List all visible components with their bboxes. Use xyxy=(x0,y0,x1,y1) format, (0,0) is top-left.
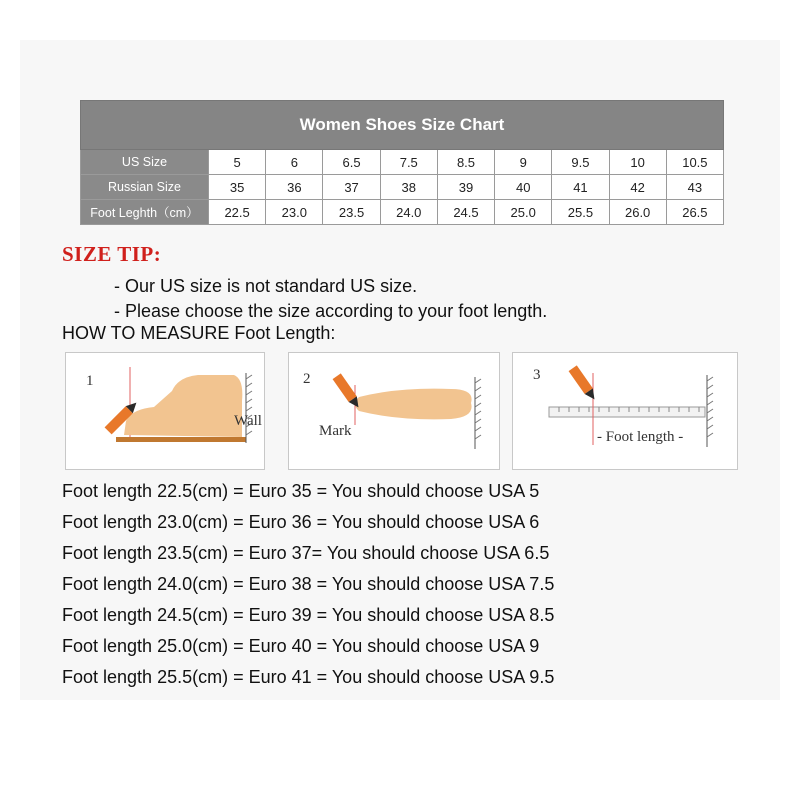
table-cell: 39 xyxy=(437,175,494,200)
table-row-foot-length xyxy=(81,200,724,225)
ruler xyxy=(549,407,705,417)
row-header: Foot Leghth（cm） xyxy=(81,200,209,225)
foot-shape xyxy=(124,375,242,437)
result-line: Foot length 23.0(cm) = Euro 36 = You should choose USA 6 xyxy=(62,512,540,532)
measure-step-2-panel xyxy=(288,352,500,470)
table-cell: 37 xyxy=(323,175,380,200)
wall-label: Wall xyxy=(234,413,262,429)
result-line: Foot length 25.0(cm) = Euro 40 = You should choose USA 9 xyxy=(62,636,540,656)
table-cell: 36 xyxy=(266,175,323,200)
foot-shape xyxy=(355,389,472,420)
measure-step-3-panel xyxy=(512,352,738,470)
row-header: US Size xyxy=(81,150,209,175)
foot-against-wall-illustration xyxy=(66,353,266,471)
step-number: 1 xyxy=(86,373,94,389)
table-cell: 24.5 xyxy=(437,200,494,225)
table-cell: 23.0 xyxy=(266,200,323,225)
size-tip-title: SIZE TIP: xyxy=(62,242,162,266)
row-header: Russian Size xyxy=(81,175,209,200)
table-cell: 5 xyxy=(209,150,266,175)
table-cell: 8.5 xyxy=(437,150,494,175)
table-cell: 25.5 xyxy=(552,200,609,225)
mark-foot-illustration xyxy=(289,353,501,471)
mark-label: Mark xyxy=(319,423,352,439)
table-row-russian-size xyxy=(81,175,724,200)
measure-step-1-panel xyxy=(65,352,265,470)
table-cell: 23.5 xyxy=(323,200,380,225)
table-cell: 38 xyxy=(380,175,437,200)
table-cell: 26.0 xyxy=(609,200,666,225)
table-cell: 41 xyxy=(552,175,609,200)
step-number: 2 xyxy=(303,371,311,387)
table-cell: 26.5 xyxy=(666,200,723,225)
result-line: Foot length 24.5(cm) = Euro 39 = You should choose USA 8.5 xyxy=(62,605,555,625)
table-cell: 6 xyxy=(266,150,323,175)
result-line: Foot length 23.5(cm) = Euro 37= You should choose USA 6.5 xyxy=(62,543,550,563)
result-line: Foot length 24.0(cm) = Euro 38 = You should choose USA 7.5 xyxy=(62,574,555,594)
table-cell: 6.5 xyxy=(323,150,380,175)
table-cell: 10 xyxy=(609,150,666,175)
measure-heading: HOW TO MEASURE Foot Length: xyxy=(62,323,336,343)
table-cell: 40 xyxy=(495,175,552,200)
table-row-us-size xyxy=(81,150,724,175)
table-cell: 42 xyxy=(609,175,666,200)
table-cell: 9 xyxy=(495,150,552,175)
table-cell: 10.5 xyxy=(666,150,723,175)
size-tip-line: - Our US size is not standard US size. xyxy=(114,276,418,296)
size-tip-line: - Please choose the size according to your foot length. xyxy=(114,301,548,321)
size-chart-table xyxy=(80,100,724,225)
table-title: Women Shoes Size Chart xyxy=(81,101,724,150)
table-cell: 35 xyxy=(209,175,266,200)
result-line: Foot length 25.5(cm) = Euro 41 = You should choose USA 9.5 xyxy=(62,667,555,687)
table-cell: 9.5 xyxy=(552,150,609,175)
table-cell: 43 xyxy=(666,175,723,200)
table-cell: 25.0 xyxy=(495,200,552,225)
measure-length-illustration xyxy=(513,353,739,471)
table-cell: 22.5 xyxy=(209,200,266,225)
foot-length-label: - Foot length - xyxy=(597,429,684,445)
step-number: 3 xyxy=(533,367,541,383)
table-cell: 24.0 xyxy=(380,200,437,225)
result-line: Foot length 22.5(cm) = Euro 35 = You should choose USA 5 xyxy=(62,481,540,501)
table-cell: 7.5 xyxy=(380,150,437,175)
